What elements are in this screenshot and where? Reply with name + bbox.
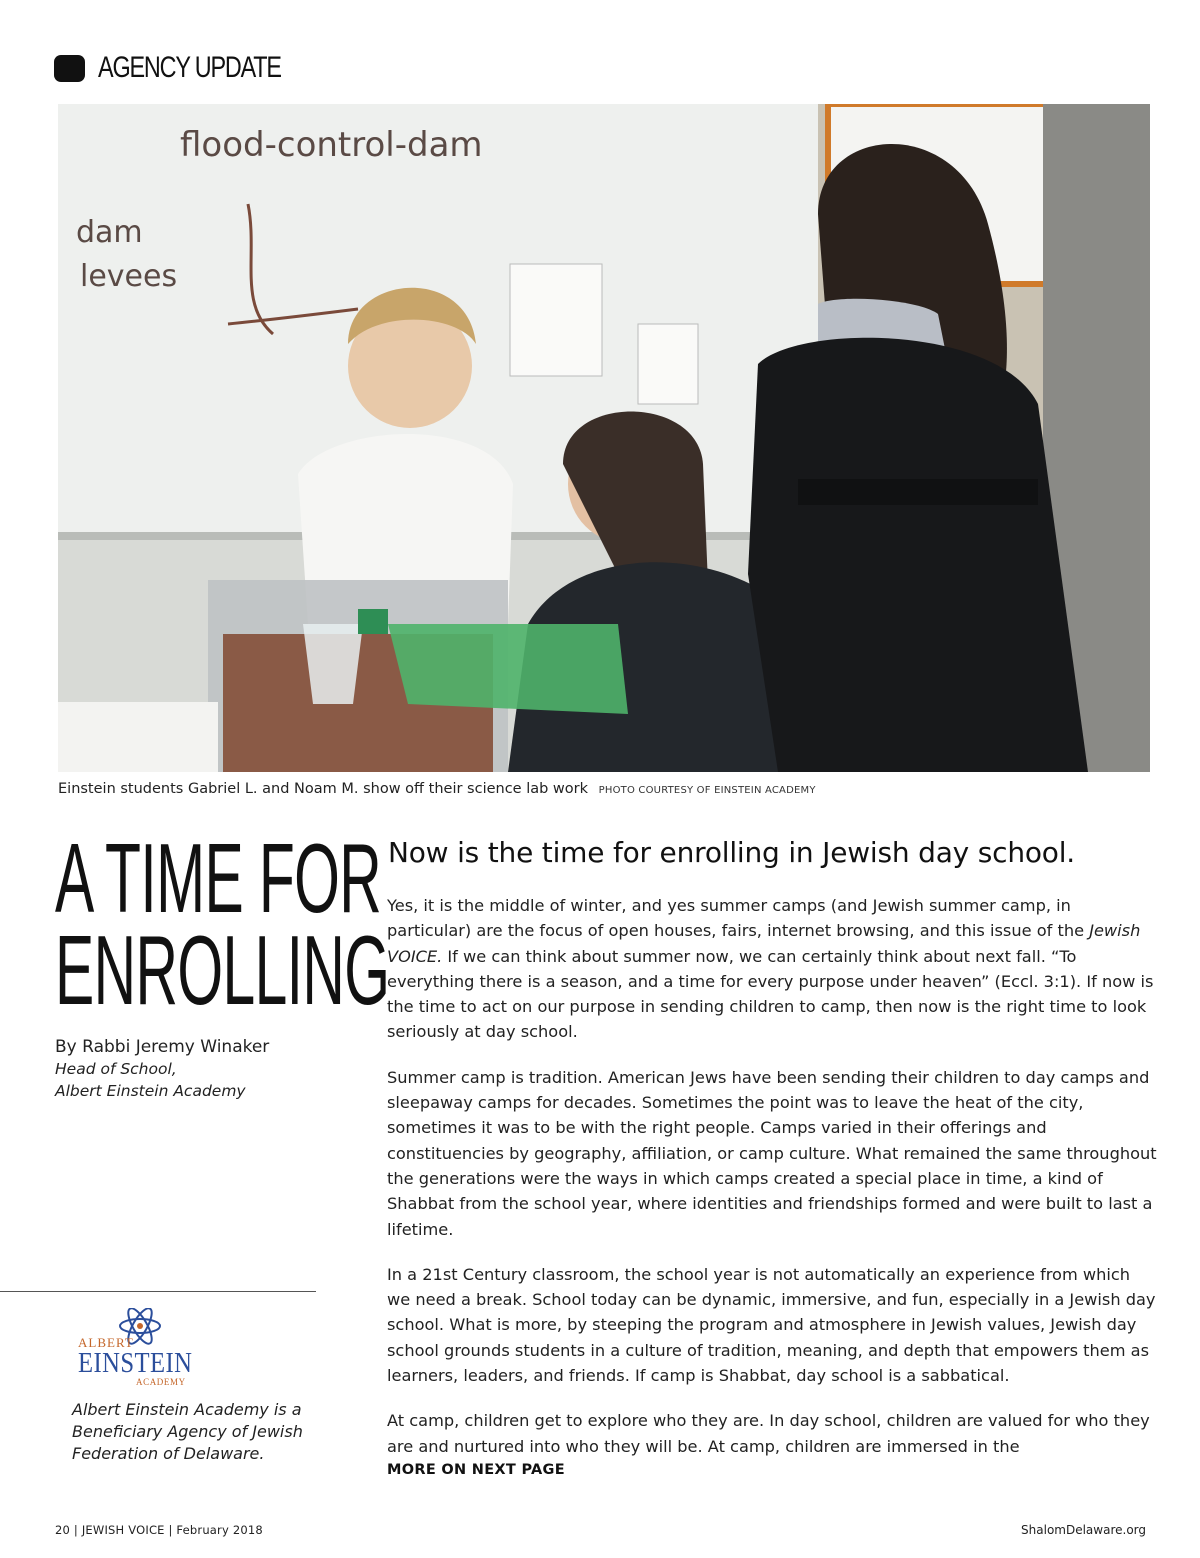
author-role-2: Albert Einstein Academy: [55, 1082, 246, 1100]
paragraph-4: At camp, children get to explore who they are. In day school, children are valued for who they are and nurtured into who they will be. At camp, children are immersed in the: [387, 1411, 1150, 1456]
section-label: AGENCY UPDATE: [98, 51, 281, 84]
article-headline: [55, 823, 390, 1025]
paragraph-3: In a 21st Century classroom, the school year is not automatically an experience from which we need a break. School today can be dynamic, immersive, and fun, especially in a Jewish day school. What is more, by steeping the program and atmosphere in Jewish values, Jewish day school grounds students in a culture of tradition, meaning, and depth that empowers them as learners, leaders, and friends. If camp is Shabbat, day school is a sabbatical.: [387, 1264, 1156, 1386]
sidebar-divider: [0, 1291, 316, 1292]
logo-einstein: EINSTEIN: [78, 1347, 193, 1379]
whiteboard-text-dam: dam: [76, 215, 143, 250]
beneficiary-note: Albert Einstein Academy is a Beneficiary Agency of Jewish Federation of Delaware.: [72, 1400, 303, 1463]
headline-line-1: A TIME FOR: [55, 823, 382, 933]
paragraph-1: [387, 893, 1157, 1045]
author-role-1: Head of School,: [55, 1060, 177, 1078]
photo-credit: PHOTO COURTESY OF EINSTEIN ACADEMY: [598, 785, 816, 796]
headline-line-2: ENROLLING: [55, 915, 390, 1025]
whiteboard-text-levees: levees: [80, 259, 178, 294]
section-header: [54, 50, 332, 86]
whiteboard-text-title: flood-control-dam: [180, 125, 483, 165]
publication-name: Jewish VOICE.: [387, 921, 1141, 966]
byline: [55, 1036, 269, 1102]
logo-academy: ACADEMY: [136, 1377, 186, 1387]
paragraph-2: Summer camp is tradition. American Jews have been sending their children to day camps and sleepaway camps for decades. Sometimes the point was to leave the heat of the city, sometimes it was to be with the right people. Camps varied in their offerings and constituencies by geography, affiliation, or camp culture. What remained the same throughout the generations were the ways in which camps created a special place in time, a kind of Shabbat from the school year, where identities and friendships formed and were built to last a lifetime.: [387, 1067, 1157, 1239]
footer-website[interactable]: ShalomDelaware.org: [1021, 1523, 1146, 1537]
article-deck: Now is the time for enrolling in Jewish day school.: [388, 836, 1076, 869]
logo-albert: ALBERT: [78, 1335, 134, 1350]
paragraph-1-text: Yes, it is the middle of winter, and yes summer camps (and Jewish summer camp, in particular) are the focus of open houses, fairs, internet browsing, and this issue of the: [387, 896, 1090, 941]
article-body: [387, 893, 1157, 1479]
footer-folio: 20 | JEWISH VOICE | February 2018: [55, 1523, 263, 1537]
classroom-photo-illustration: [58, 104, 1150, 772]
section-marker-icon: [54, 55, 85, 82]
paragraph-1-text-cont: If we can think about summer now, we can certainly think about next fall. “To everything there is a season, and a time for every purpose under heaven” (Eccl. 3:1). If now is the time to act on our purpose in sending children to camp, then now is the right time to look seriously at day school.: [387, 946, 1154, 1042]
article-photo: [58, 104, 1150, 772]
continued-link[interactable]: MORE ON NEXT PAGE: [387, 1462, 565, 1478]
photo-caption: [58, 781, 816, 797]
author-name: By Rabbi Jeremy Winaker: [55, 1037, 270, 1057]
caption-text: Einstein students Gabriel L. and Noam M. show off their science lab work: [58, 781, 589, 797]
